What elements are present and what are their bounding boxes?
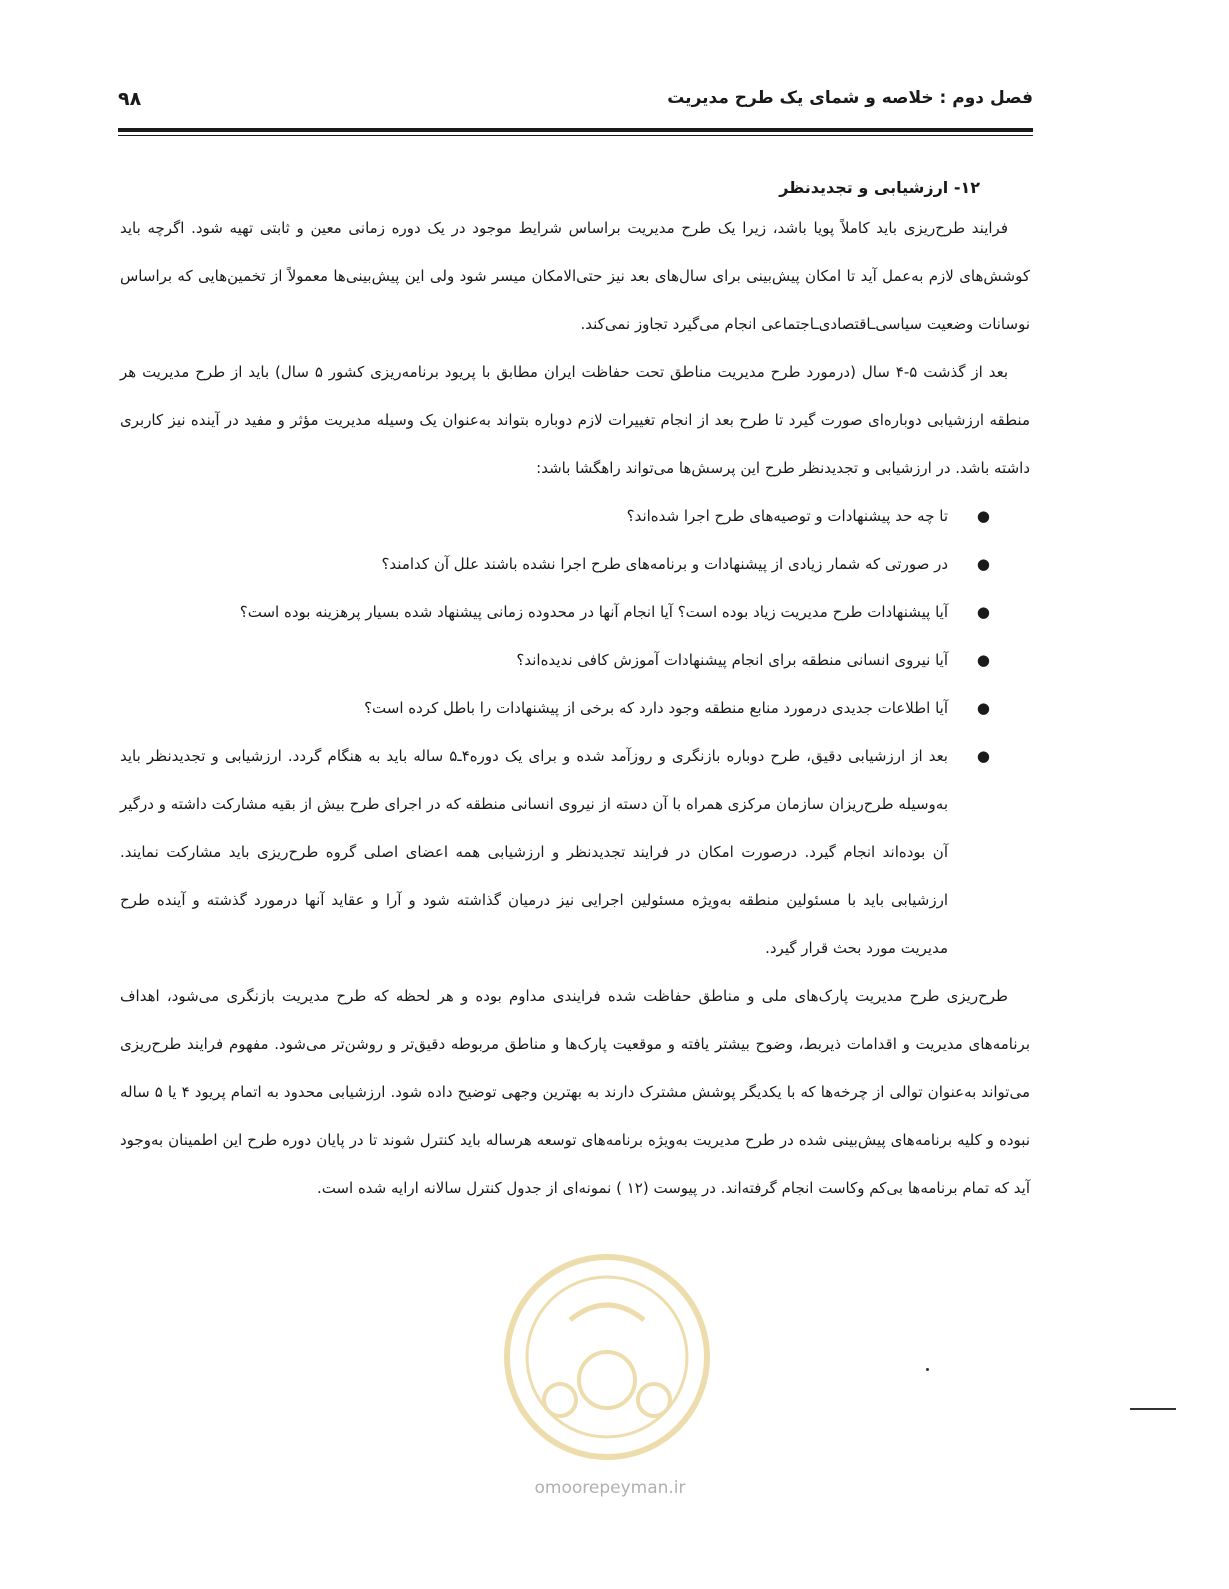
stray-dot (926, 1368, 929, 1371)
list-item (120, 732, 990, 972)
chapter-title: فصل دوم : خلاصه و شمای یک طرح مدیریت (667, 88, 1033, 108)
running-header (118, 88, 1033, 128)
closing-paragraph: طرح‌ریزی طرح مدیریت پارک‌های ملی و مناطق حفاظت شده فرایندی مداوم بوده و هر لحظه که طرح مدیریت بازنگری می‌شود، اهداف برنامه‌های مدیریت و اقدامات ذیربط، وضوح بیشتر یافته و موقعیت پارک‌ها و مناطق مربوطه دقیق‌تر و روشن‌تر می‌شود. مفهوم فرایند طرح‌ریزی می‌تواند به‌عنوان توالی از چرخه‌ها که با یکدیگر پوشش مشترک دارند به بهترین وجهی توضیح داده شود. ارزشیابی محدود به اتمام پریود ۴ یا ۵ ساله نبوده و کلیه برنامه‌های پیش‌بینی شده در طرح مدیریت به‌ویژه برنامه‌های توسعه هرساله باید کنترل شوند تا در پایان دوره طرح این اطمینان به‌وجود آید که تمام برنامه‌ها بی‌کم وکاست انجام گرفته‌اند. در پیوست (۱۲ ) نمونه‌ای از جدول کنترل سالانه ارایه شده است. (120, 987, 1030, 1197)
bullet-icon: ● (976, 699, 990, 717)
list-item-text: در صورتی که شمار زیادی از پیشنهادات و برنامه‌های طرح اجرا نشده باشند علل آن کدامند؟ (381, 555, 948, 573)
bullet-icon: ● (976, 651, 990, 669)
margin-mark (1130, 1408, 1176, 1410)
list-item-text: آیا اطلاعات جدیدی درمورد منابع منطقه وجود دارد که برخی از پیشنهادات را باطل کرده است؟ (364, 699, 948, 717)
watermark-seal-icon (500, 1250, 715, 1465)
list-item (120, 492, 990, 540)
watermark-url: omoorepeyman.ir (534, 1478, 686, 1498)
list-item-text: تا چه حد پیشنهادات و توصیه‌های طرح اجرا شده‌اند؟ (626, 507, 948, 525)
bullet-icon: ● (976, 603, 990, 621)
list-item-text: آیا پیشنهادات طرح مدیریت زیاد بوده است؟ آیا انجام آنها در محدوده زمانی پیشنهاد شده بسیار پرهزینه بوده است؟ (239, 603, 948, 621)
list-item (120, 636, 990, 684)
list-item (120, 588, 990, 636)
list-item (120, 684, 990, 732)
bullet-icon: ● (976, 747, 990, 765)
list-item-text: آیا نیروی انسانی منطقه برای انجام پیشنهادات آموزش کافی ندیده‌اند؟ (516, 651, 948, 669)
paragraph: بعد از گذشت ۵-۴ سال (درمورد طرح مدیریت مناطق تحت حفاظت ایران مطابق با پریود برنامه‌ریزی کشور ۵ سال) باید از طرح مدیریت هر منطقه ارزشیابی دوباره‌ای صورت گیرد تا طرح بعد از انجام تغییرات لازم دوباره بتواند به‌عنوان یک وسیله مدیریت مؤثر و مفید در آینده نیز کاربری داشته باشد. در ارزشیابی و تجدیدنظر طرح این پرسش‌ها می‌تواند راهگشا باشد: (120, 363, 1030, 477)
header-rule-thin (118, 135, 1033, 136)
body-content (120, 172, 1030, 1227)
list-item (120, 540, 990, 588)
page-number: ۹۸ (118, 88, 142, 110)
paragraph: فرایند طرح‌ریزی باید کاملاً پویا باشد، زیرا یک طرح مدیریت براساس شرایط موجود در یک دوره زمانی معین و ثابتی تهیه شود. اگرچه باید کوشش‌های لازم به‌عمل آید تا امکان پیش‌بینی برای سال‌های بعد نیز حتی‌الامکان میسر شود ولی این پیش‌بینی‌ها معمولاً از تخمین‌هایی که براساس نوسانات وضعیت سیاسی‌ـاقتصادی‌ـاجتماعی انجام می‌گیرد تجاوز نمی‌کند. (120, 219, 1030, 333)
bullet-icon: ● (976, 555, 990, 573)
bullet-icon: ● (976, 507, 990, 525)
section-title: ۱۲- ارزشیابی و تجدیدنظر (779, 178, 980, 197)
header-rule-thick (118, 128, 1033, 132)
list-item-text: بعد از ارزشیابی دقیق، طرح دوباره بازنگری و روزآمد شده و برای یک دوره۴ـ۵ ساله باید به هنگام گردد. ارزشیابی و تجدیدنظر باید به‌وسیله طرح‌ریزان سازمان مرکزی همراه با آن دسته از نیروی انسانی منطقه که در اجرای طرح بیش از بقیه مشارکت داشته و درگیر آن بوده‌اند انجام گیرد. درصورت امکان در فرایند تجدیدنظر و ارزشیابی همه اعضای اصلی گروه طرح‌ریزی باید مشارکت نمایند. ارزشیابی باید با مسئولین منطقه به‌ویژه مسئولین اجرایی نیز درمیان گذاشته شود و آرا و عقاید آنها درمورد گذشته و آینده طرح مدیریت مورد بحث قرار گیرد. (120, 747, 948, 957)
question-list (120, 492, 1030, 972)
